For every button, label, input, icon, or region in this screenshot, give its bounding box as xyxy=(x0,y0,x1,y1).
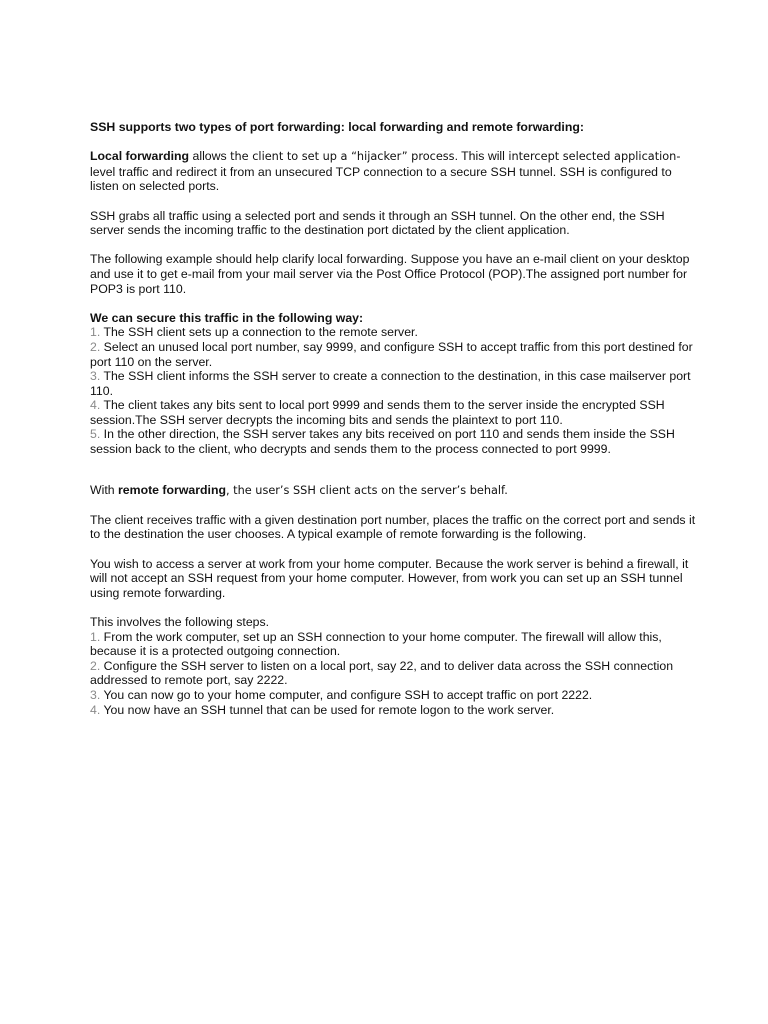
list-item xyxy=(90,369,698,398)
list-item xyxy=(90,688,698,703)
remote-steps-list xyxy=(90,630,698,718)
step-number: 1. xyxy=(90,629,101,644)
local-paragraph-3: The following example should help clarify local forwarding. Suppose you have an e-mail client on your desktop and use it to get e-mail from your mail server via the Post Office Protocol (POP).The assigned port number for POP3 is port 110. xyxy=(90,252,690,296)
remote-paragraph-2: You wish to access a server at work from your home computer. Because the work server is behind a firewall, it will not accept an SSH request from your home computer. However, from work you can set up an SSH tunnel using remote forwarding. xyxy=(90,556,689,600)
local-forwarding-intro xyxy=(90,149,698,194)
step-number: 2. xyxy=(90,658,101,673)
step-number: 1. xyxy=(90,325,101,340)
list-item xyxy=(90,630,698,659)
step-text: The SSH client sets up a connection to the remote server. xyxy=(100,325,418,340)
remote-forwarding-term: remote forwarding xyxy=(118,482,226,497)
local-intro-part-e: -level traffic and redirect it from an unsecured TCP connection to a secure SSH tunnel. SSH is configured to listen on selected ports. xyxy=(90,149,681,194)
list-item xyxy=(90,703,698,718)
local-steps-list xyxy=(90,325,698,456)
local-paragraph-2: SSH grabs all traffic using a selected port and sends it through an SSH tunnel. On the other end, the SSH server sends the incoming traffic to the destination port dictated by the client application. xyxy=(90,208,665,238)
step-number: 3. xyxy=(90,687,101,702)
local-intro-part-c: . This will xyxy=(454,149,509,164)
step-text: The SSH client informs the SSH server to create a connection to the destination, in this case mailserver port 110. xyxy=(90,369,691,398)
local-intro-part-a: allows xyxy=(189,149,231,164)
remote-steps-intro: This involves the following steps. xyxy=(90,615,270,629)
list-item xyxy=(90,340,698,369)
remote-forwarding-intro xyxy=(90,483,698,499)
step-text: From the work computer, set up an SSH connection to your home computer. The firewall will allow this, because it is a protected outgoing connection. xyxy=(90,629,662,659)
local-intro-part-d: intercept selected application xyxy=(508,150,677,164)
local-intro-part-b: the client to set up a “hijacker” process xyxy=(230,150,455,164)
local-steps-heading: We can secure this traffic in the following way: xyxy=(90,310,364,325)
list-item xyxy=(90,325,698,340)
list-item xyxy=(90,659,698,688)
remote-paragraph-1: The client receives traffic with a given destination port number, places the traffic on the correct port and sends it to the destination the user chooses. A typical example of remote forwarding is the following. xyxy=(90,512,696,542)
step-text: Select an unused local port number, say 9999, and configure SSH to accept traffic from this port destined for port 110 on the server. xyxy=(90,339,693,369)
step-text: You can now go to your home computer, and configure SSH to accept traffic on port 2222. xyxy=(100,687,593,702)
step-number: 4. xyxy=(90,702,101,717)
step-number: 5. xyxy=(90,427,101,442)
step-text: Configure the SSH server to listen on a local port, say 22, and to deliver data across the SSH connection addressed to remote port, say 2222. xyxy=(90,658,674,688)
step-text: The client takes any bits sent to local port 9999 and sends them to the server inside the encrypted SSH session.The SSH server decrypts the incoming bits and sends the plaintext to port 110. xyxy=(90,398,665,427)
list-item xyxy=(90,398,698,427)
step-number: 3. xyxy=(90,369,101,384)
step-text: In the other direction, the SSH server takes any bits received on port 110 and sends them inside the SSH session back to the client, who decrypts and sends them to the process connected to port 9999. xyxy=(90,427,675,457)
local-forwarding-term: Local forwarding xyxy=(90,149,190,164)
step-text: You now have an SSH tunnel that can be used for remote logon to the work server. xyxy=(100,702,555,717)
remote-with: With xyxy=(90,482,119,497)
document-heading: SSH supports two types of port forwarding: local forwarding and remote forwarding: xyxy=(90,120,584,134)
remote-intro-tail: , the user’s SSH client acts on the server’s behalf. xyxy=(225,483,508,497)
step-number: 2. xyxy=(90,339,101,354)
list-item xyxy=(90,427,698,456)
step-number: 4. xyxy=(90,398,101,413)
